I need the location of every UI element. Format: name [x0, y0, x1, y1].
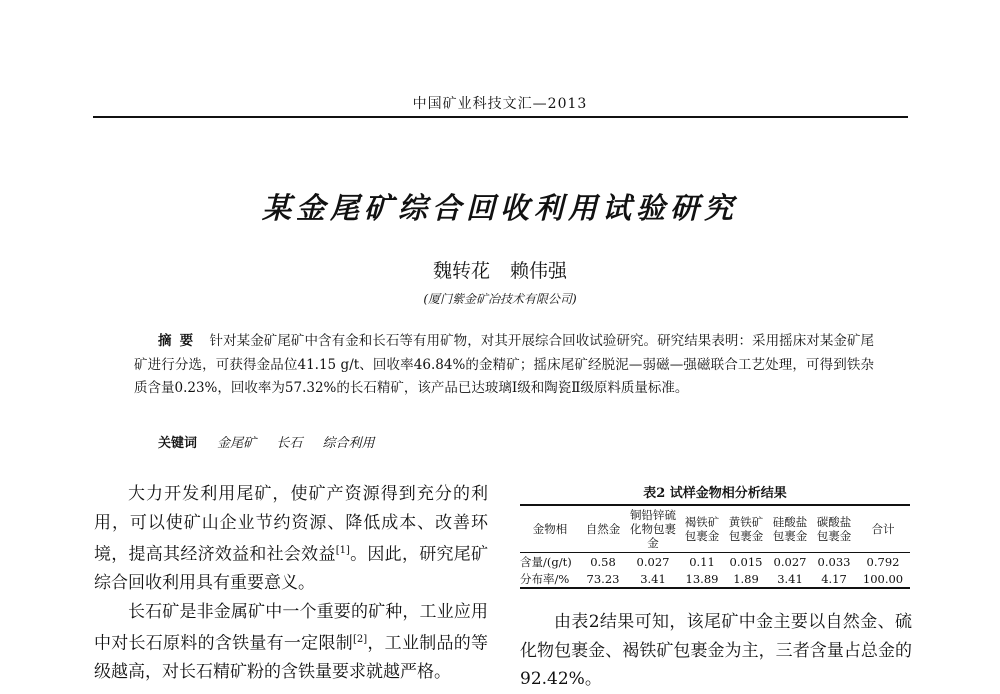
table-row — [520, 570, 910, 588]
abstract-text: 针对某金矿尾矿中含有金和长石等有用矿物，对其开展综合回收试验研究。研究结果表明：采用摇床对某金矿尾矿进行分选，可获得金品位41.15 g/t、回收率46.84%的金精矿；摇床尾矿经脱泥—弱磁—强磁联合工艺处理，可得到铁杂质含量0.23%，回收率为57.32%的长石精矿，该产品已达玻璃Ⅰ级和陶瓷Ⅱ级原料质量标准。 — [134, 333, 875, 396]
table-header-cell: 自然金 — [585, 522, 621, 536]
authors — [0, 256, 1000, 283]
paper-title: 某金尾矿综合回收利用试验研究 — [261, 191, 738, 225]
table-cell: 0.027 — [636, 554, 670, 569]
keywords-label: 关键词 — [158, 436, 198, 451]
table-cell: 13.89 — [685, 571, 719, 586]
left-column-body — [94, 480, 488, 687]
table-header-cell: 碳酸盐包裹金 — [816, 515, 852, 543]
table-cell: 100.00 — [862, 571, 904, 586]
keyword: 金尾矿 — [217, 436, 257, 451]
keyword: 长石 — [276, 436, 303, 451]
table-cell: 73.23 — [586, 571, 620, 586]
keyword: 综合利用 — [322, 436, 375, 451]
right-column-body — [520, 608, 912, 694]
table-cell: 0.033 — [817, 554, 851, 569]
table-header-cell: 铜铅锌硫化物包裹金 — [630, 508, 676, 550]
paragraph: 由表2结果可知，该尾矿中金主要以自然金、硫化物包裹金、褐铁矿包裹金为主，三者含量占总金的92.42%。 — [520, 612, 912, 689]
table-header-cell: 合计 — [871, 522, 895, 536]
keywords — [158, 432, 390, 451]
paragraph-text: 。因此，研究尾矿综合回收利用具有重要意义。 — [94, 544, 489, 594]
paragraph-text: 长石矿是非金属矿中一个重要的矿种，工业应用中对长石原料的含铁量有一定限制 — [94, 601, 488, 654]
table-cell: 3.41 — [777, 571, 803, 586]
table-header-cell: 黄铁矿包裹金 — [728, 515, 764, 543]
header-rule — [93, 116, 908, 118]
citation-ref: [1] — [335, 545, 350, 556]
paragraph — [94, 480, 488, 598]
table-header-cell: 褐铁矿包裹金 — [684, 515, 720, 543]
table-cell: 4.17 — [821, 571, 847, 586]
table-header-cell: 硅酸盐包裹金 — [772, 515, 808, 543]
table-cell: 3.41 — [640, 571, 666, 586]
paragraph — [94, 598, 488, 687]
citation-ref: [2] — [352, 634, 368, 646]
paragraph-text: 大力开发利用尾矿，使矿产资源得到充分的利用，可以使矿山企业节约资源、降低成本、改善环境，提高其经济效益和社会效益 — [94, 484, 488, 565]
table-cell: 0.58 — [590, 554, 616, 569]
abstract — [134, 330, 874, 401]
table-cell: 1.89 — [733, 571, 759, 586]
gold-phase-table — [520, 504, 910, 589]
table-cell: 0.015 — [729, 554, 763, 569]
table-header-cell: 金物相 — [532, 522, 568, 536]
affiliation: (厦门紫金矿冶技术有限公司) — [423, 292, 577, 306]
abstract-label: 摘要 — [158, 333, 202, 349]
table-row-label: 含量/(g/t) — [520, 554, 572, 569]
table-row — [520, 553, 910, 571]
table-header-row — [520, 505, 910, 553]
table-cell: 0.792 — [866, 554, 900, 569]
running-header: 中国矿业科技文汇—2013 — [412, 96, 588, 112]
author-name: 赖伟强 — [510, 260, 568, 282]
paragraph-text: ，工业制品的等级越高，对长石精矿粉的含铁量要求就越严格。 — [94, 633, 489, 683]
table-row-label: 分布率/% — [520, 571, 570, 586]
table-caption: 表2 试样金物相分析结果 — [643, 486, 787, 501]
table-cell: 0.11 — [689, 554, 715, 569]
author-name: 魏转花 — [432, 260, 490, 282]
table-cell: 0.027 — [773, 554, 807, 569]
